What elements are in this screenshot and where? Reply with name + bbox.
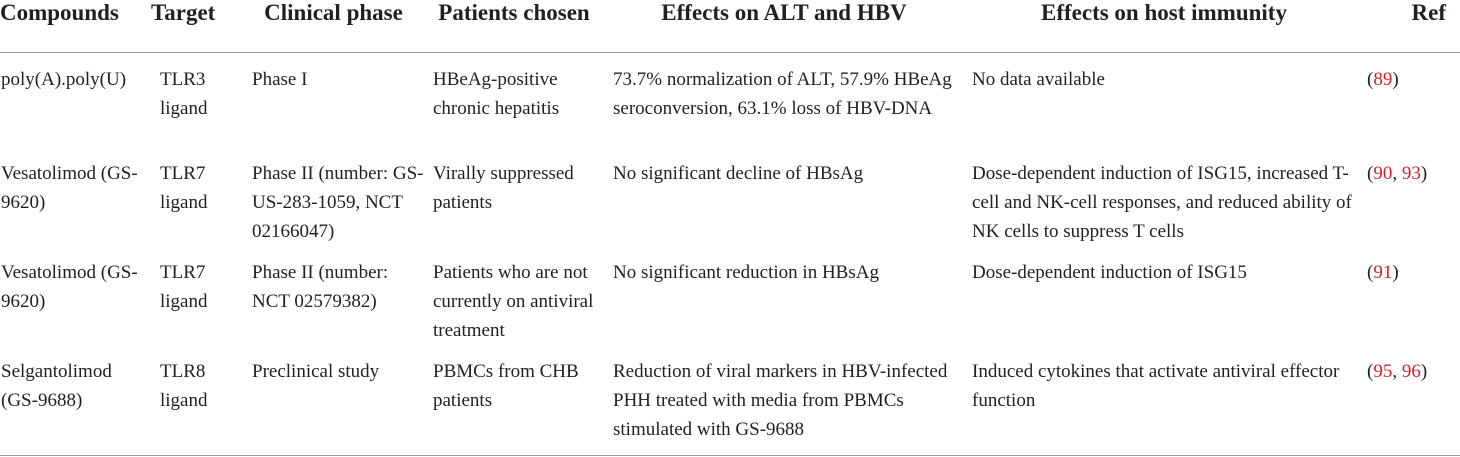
table-bottom-rule [0,455,1460,456]
ref-separator: , [1392,361,1402,382]
ref-separator: , [1392,163,1402,184]
cell-patients: Patients who are not currently on antiviral treatment [433,262,594,341]
cell-immunity: Dose-dependent induction of ISG15 [972,262,1247,283]
ref-close-paren: ) [1392,262,1399,283]
cell-patients: Virally suppressed patients [433,163,574,213]
table-body [0,53,1460,449]
cell-ref [1364,147,1460,246]
cell-compound: Vesatolimod (GS-9620) [1,163,138,213]
header-clinical-phase: Clinical phase [243,0,424,53]
table-row [0,147,1460,246]
cell-ref [1364,345,1460,448]
cell-target: TLR7 ligand [160,163,208,213]
ref-open-paren: ( [1367,361,1374,382]
cell-alt-hbv: No significant reduction in HBsAg [613,262,879,283]
ref-link[interactable]: 90 [1373,163,1393,184]
cell-compound: poly(A).poly(U) [1,69,127,90]
header-target: Target [151,0,243,53]
cell-target: TLR8 ligand [160,361,208,411]
ref-link[interactable]: 93 [1401,163,1421,184]
cell-target: TLR3 ligand [160,69,208,119]
ref-open-paren: ( [1367,69,1374,90]
table-row [0,246,1460,345]
cell-alt-hbv: 73.7% normalization of ALT, 57.9% HBeAg seroconversion, 63.1% loss of HBV-DNA [613,69,952,119]
cell-immunity: Induced cytokines that activate antiviral effector function [972,361,1340,411]
ref-link[interactable]: 89 [1373,69,1393,90]
header-row [0,0,1460,53]
cell-patients: HBeAg-positive chronic hepatitis [433,69,560,119]
header-effects-alt-hbv: Effects on ALT and HBV [604,0,964,53]
ref-close-paren: ) [1392,69,1399,90]
cell-patients: PBMCs from CHB patients [433,361,579,411]
cell-alt-hbv: Reduction of viral markers in HBV-infected PHH treated with media from PBMCs stimulated with GS-9688 [613,361,948,440]
cell-compound: Vesatolimod (GS-9620) [1,262,138,312]
header-compounds: Compounds [0,0,151,53]
table-row [0,53,1460,148]
cell-ref [1364,53,1460,148]
cell-phase: Phase II (number: GS-US-283-1059, NCT 02166047) [252,163,424,242]
cell-alt-hbv: No significant decline of HBsAg [613,163,864,184]
ref-close-paren: ) [1420,361,1428,382]
cell-immunity: No data available [972,69,1105,90]
header-patients-chosen: Patients chosen [424,0,604,53]
ref-link[interactable]: 96 [1401,361,1421,382]
cell-phase: Phase II (number: NCT 02579382) [252,262,389,312]
ref-link[interactable]: 95 [1373,361,1393,382]
header-ref: Ref [1364,0,1460,53]
cell-phase: Preclinical study [252,361,380,382]
cell-target: TLR7 ligand [160,262,208,312]
ref-open-paren: ( [1367,163,1374,184]
cell-compound: Selgantolimod (GS-9688) [1,361,112,411]
cell-phase: Phase I [252,69,308,90]
ref-open-paren: ( [1367,262,1374,283]
cell-ref [1364,246,1460,345]
header-effects-host-immunity: Effects on host immunity [964,0,1364,53]
cell-immunity: Dose-dependent induction of ISG15, increased T-cell and NK-cell responses, and reduced ability of NK cells to suppress T cells [972,163,1352,242]
table-header [0,0,1460,53]
ref-link[interactable]: 91 [1373,262,1393,283]
ref-close-paren: ) [1420,163,1428,184]
table-row [0,345,1460,448]
